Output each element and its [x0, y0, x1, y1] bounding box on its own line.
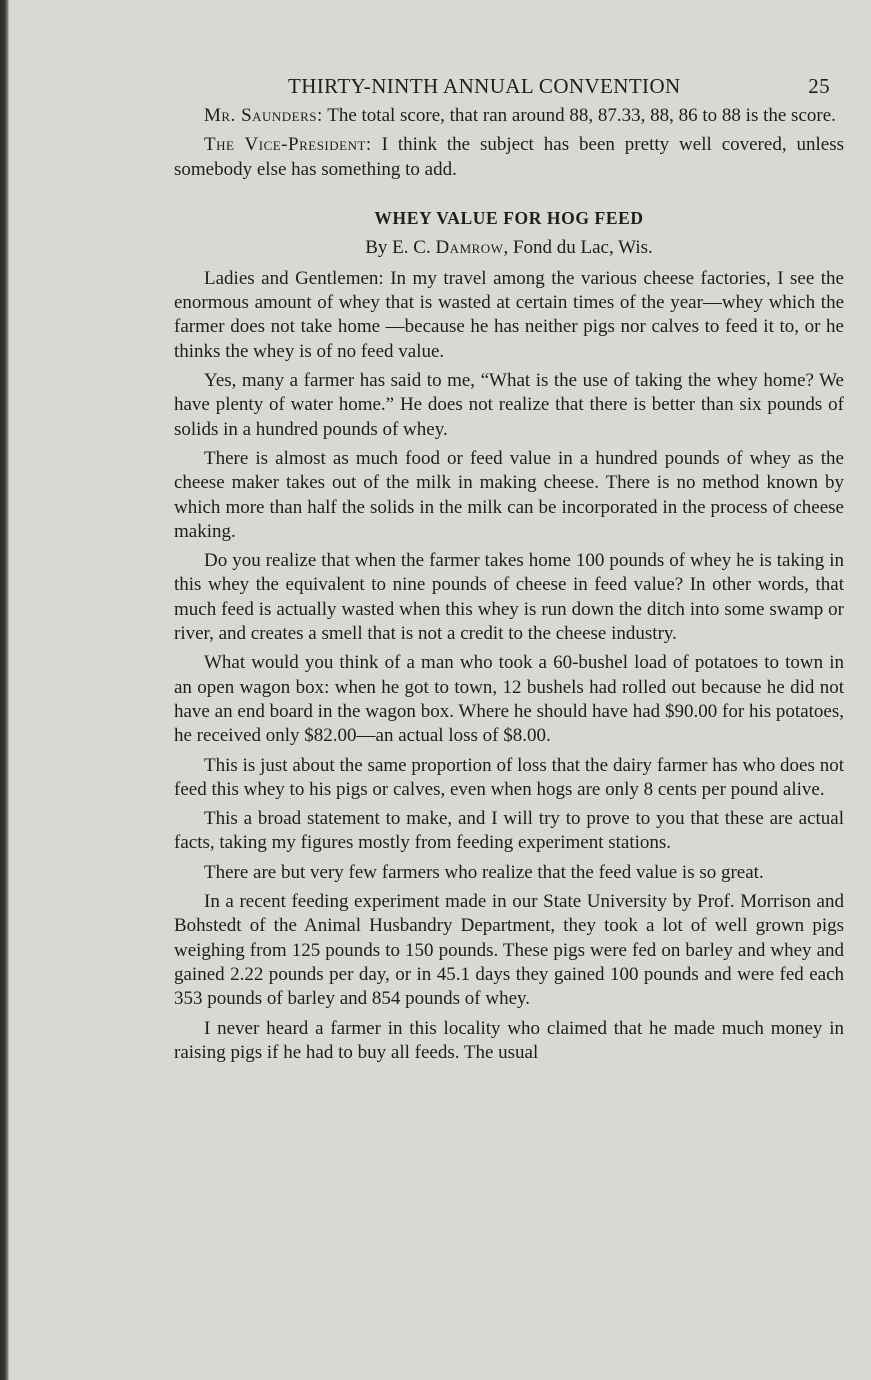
binding-edge: [0, 0, 9, 1380]
running-title: THIRTY-NINTH ANNUAL CONVENTION: [288, 74, 681, 98]
body-paragraph: There is almost as much food or feed value in a hundred pounds of whey as the cheese maker takes out of the milk in making cheese. There is no method known by which more than half the solids in the milk can be incorporated in the process of cheese making.: [174, 447, 844, 542]
speech-text: I think the subject has been pretty well covered, unless somebody else has something to add.: [174, 134, 844, 180]
running-header: [174, 70, 844, 104]
body-paragraph: This is just about the same proportion of loss that the dairy farmer has who does not feed this whey to his pigs or calves, even when hogs are only 8 cents per pound alive.: [174, 754, 844, 800]
body-paragraph: In a recent feeding experiment made in our State University by Prof. Morrison and Bohstedt of the Animal Husbandry Department, they took a lot of well grown pigs weighing from 125 pounds to 150 pounds. These pigs were fed on barley and whey and gained 2.22 pounds per day, or in 45.1 days they gained 100 pounds and were fed each 353 pounds of barley and 854 pounds of whey.: [174, 891, 844, 1010]
body-paragraph: Ladies and Gentlemen: In my travel among the various cheese factories, I see the enormous amount of whey that is wasted at certain times of the year—whey which the farmer does not take home —because he has neither pigs nor calves to feed it to, or he thinks the whey is of no feed value.: [174, 267, 844, 362]
speaker-name: Mr. Saunders:: [204, 105, 323, 126]
body-paragraph: I never heard a farmer in this locality who claimed that he made much money in raising pigs if he had to buy all feeds. The usual: [174, 1017, 844, 1063]
speaker-name: The Vice-President:: [204, 134, 372, 156]
discussion-paragraph: [174, 104, 844, 128]
page-number: 25: [808, 74, 830, 98]
body-paragraph: What would you think of a man who took a 60-bushel load of potatoes to town in an open wagon box: when he got to town, 12 bushels had rolled out because he did not have an end board in the wagon box. Where he should have had $90.00 for his potatoes, he received only $82.00—an actual loss of $8.00.: [174, 652, 844, 747]
byline-prefix: By E. C.: [365, 236, 431, 258]
article-title: WHEY VALUE FOR HOG FEED: [374, 207, 644, 228]
article-byline: [174, 237, 844, 259]
byline-location: , Fond du Lac, Wis.: [503, 236, 653, 258]
body-paragraph: There are but very few farmers who realize that the feed value is so great.: [204, 861, 764, 883]
body-paragraph: Yes, many a farmer has said to me, “What is the use of taking the whey home? We have plenty of water home.” He does not realize that there is better than six pounds of solids in a hundred pounds of whey.: [174, 370, 844, 440]
speech-text: The total score, that ran around 88, 87.33, 88, 86 to 88 is the score.: [327, 105, 836, 126]
body-paragraph: Do you realize that when the farmer takes home 100 pounds of whey he is taking in this whey the equivalent to nine pounds of cheese in feed value? In other words, that much feed is actually wasted when this whey is run down the ditch into some swamp or river, and creates a smell that is not a credit to the cheese industry.: [174, 550, 844, 645]
body-paragraph: This a broad statement to make, and I will try to prove to you that these are actual facts, taking my figures mostly from feeding experiment stations.: [174, 808, 844, 854]
document-page: [174, 70, 844, 1070]
author-surname: Damrow: [435, 236, 504, 258]
discussion-paragraph: [174, 133, 844, 182]
